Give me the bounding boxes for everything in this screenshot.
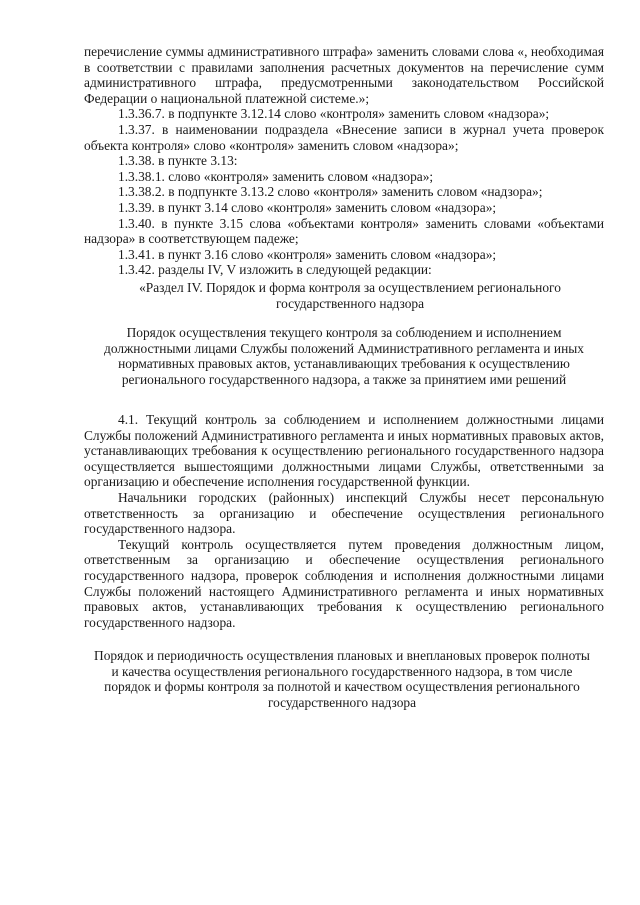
amendment-paragraph: перечисление суммы административного штрафа» заменить словами слова «, необходимая в соответствии с правилами заполнения расчетных документов на перечисление сумм административного штрафа, предусмотренными законодательством Российской Федерации о национальной платежной системе.»; xyxy=(84,44,604,106)
amendment-paragraph: 1.3.42. разделы IV, V изложить в следующей редакции: xyxy=(118,262,432,278)
amendment-paragraph: 1.3.38. в пункте 3.13: xyxy=(118,153,238,169)
section-title: «Раздел IV. Порядок и форма контроля за осуществлением регионального государственного надзора xyxy=(139,280,561,311)
body-paragraph: 4.1. Текущий контроль за соблюдением и исполнением должностными лицами Службы положений Административного регламента и иных нормативных правовых актов, устанавливающих требования к осуществлению регионального государственного надзора осуществляется вышестоящими должностными лицами Службы, ответственными за организацию и обеспечение исполнения государственной функции. xyxy=(84,412,604,490)
amendment-paragraph: 1.3.41. в пункт 3.16 слово «контроля» заменить словом «надзора»; xyxy=(118,246,497,262)
section-body xyxy=(84,412,604,630)
amendment-paragraph: 1.3.38.2. в подпункте 3.13.2 слово «контроля» заменить словом «надзора»; xyxy=(118,184,543,200)
subsection-title: Порядок осуществления текущего контроля за соблюдением и исполнением должностными лицами Службы положений Административного регламента и иных нормативных правовых актов, устанавливающих требования к осуществлению регионального государственного надзора, а также за принятием ими решений xyxy=(104,325,584,387)
amendment-paragraph: 1.3.38.1. слово «контроля» заменить словом «надзора»; xyxy=(118,168,434,184)
amendments-list xyxy=(84,44,604,278)
amendment-paragraph: 1.3.37. в наименовании подраздела «Внесение записи в журнал учета проверок объекта контроля» слово «контроля» заменить словом «надзора»; xyxy=(84,121,604,153)
amendment-paragraph: 1.3.36.7. в подпункте 3.12.14 слово «контроля» заменить словом «надзора»; xyxy=(118,106,550,122)
body-paragraph: Начальники городских (районных) инспекций Службы несет персональную ответственность за организацию и обеспечение осуществления регионального государственного надзора. xyxy=(84,489,604,537)
subsection-title: Порядок и периодичность осуществления плановых и внеплановых проверок полноты и качества осуществления регионального государственного надзора, в том числе порядок и формы контроля за полнотой и качеством осуществления регионального государственного надзора xyxy=(94,648,590,710)
body-paragraph: Текущий контроль осуществляется путем проведения должностным лицом, ответственным за организацию и обеспечение осуществления регионального государственного надзора, проверок соблюдения и исполнения должностными лицами Службы положений настоящего Административного регламента и иных нормативных правовых актов, устанавливающих требования к осуществлению регионального государственного надзора. xyxy=(84,536,604,630)
amendment-paragraph: 1.3.40. в пункте 3.15 слова «объектами контроля» заменить словами «объектами надзора» в соответствующем падеже; xyxy=(84,215,604,247)
amendment-paragraph: 1.3.39. в пункт 3.14 слово «контроля» заменить словом «надзора»; xyxy=(118,199,497,215)
